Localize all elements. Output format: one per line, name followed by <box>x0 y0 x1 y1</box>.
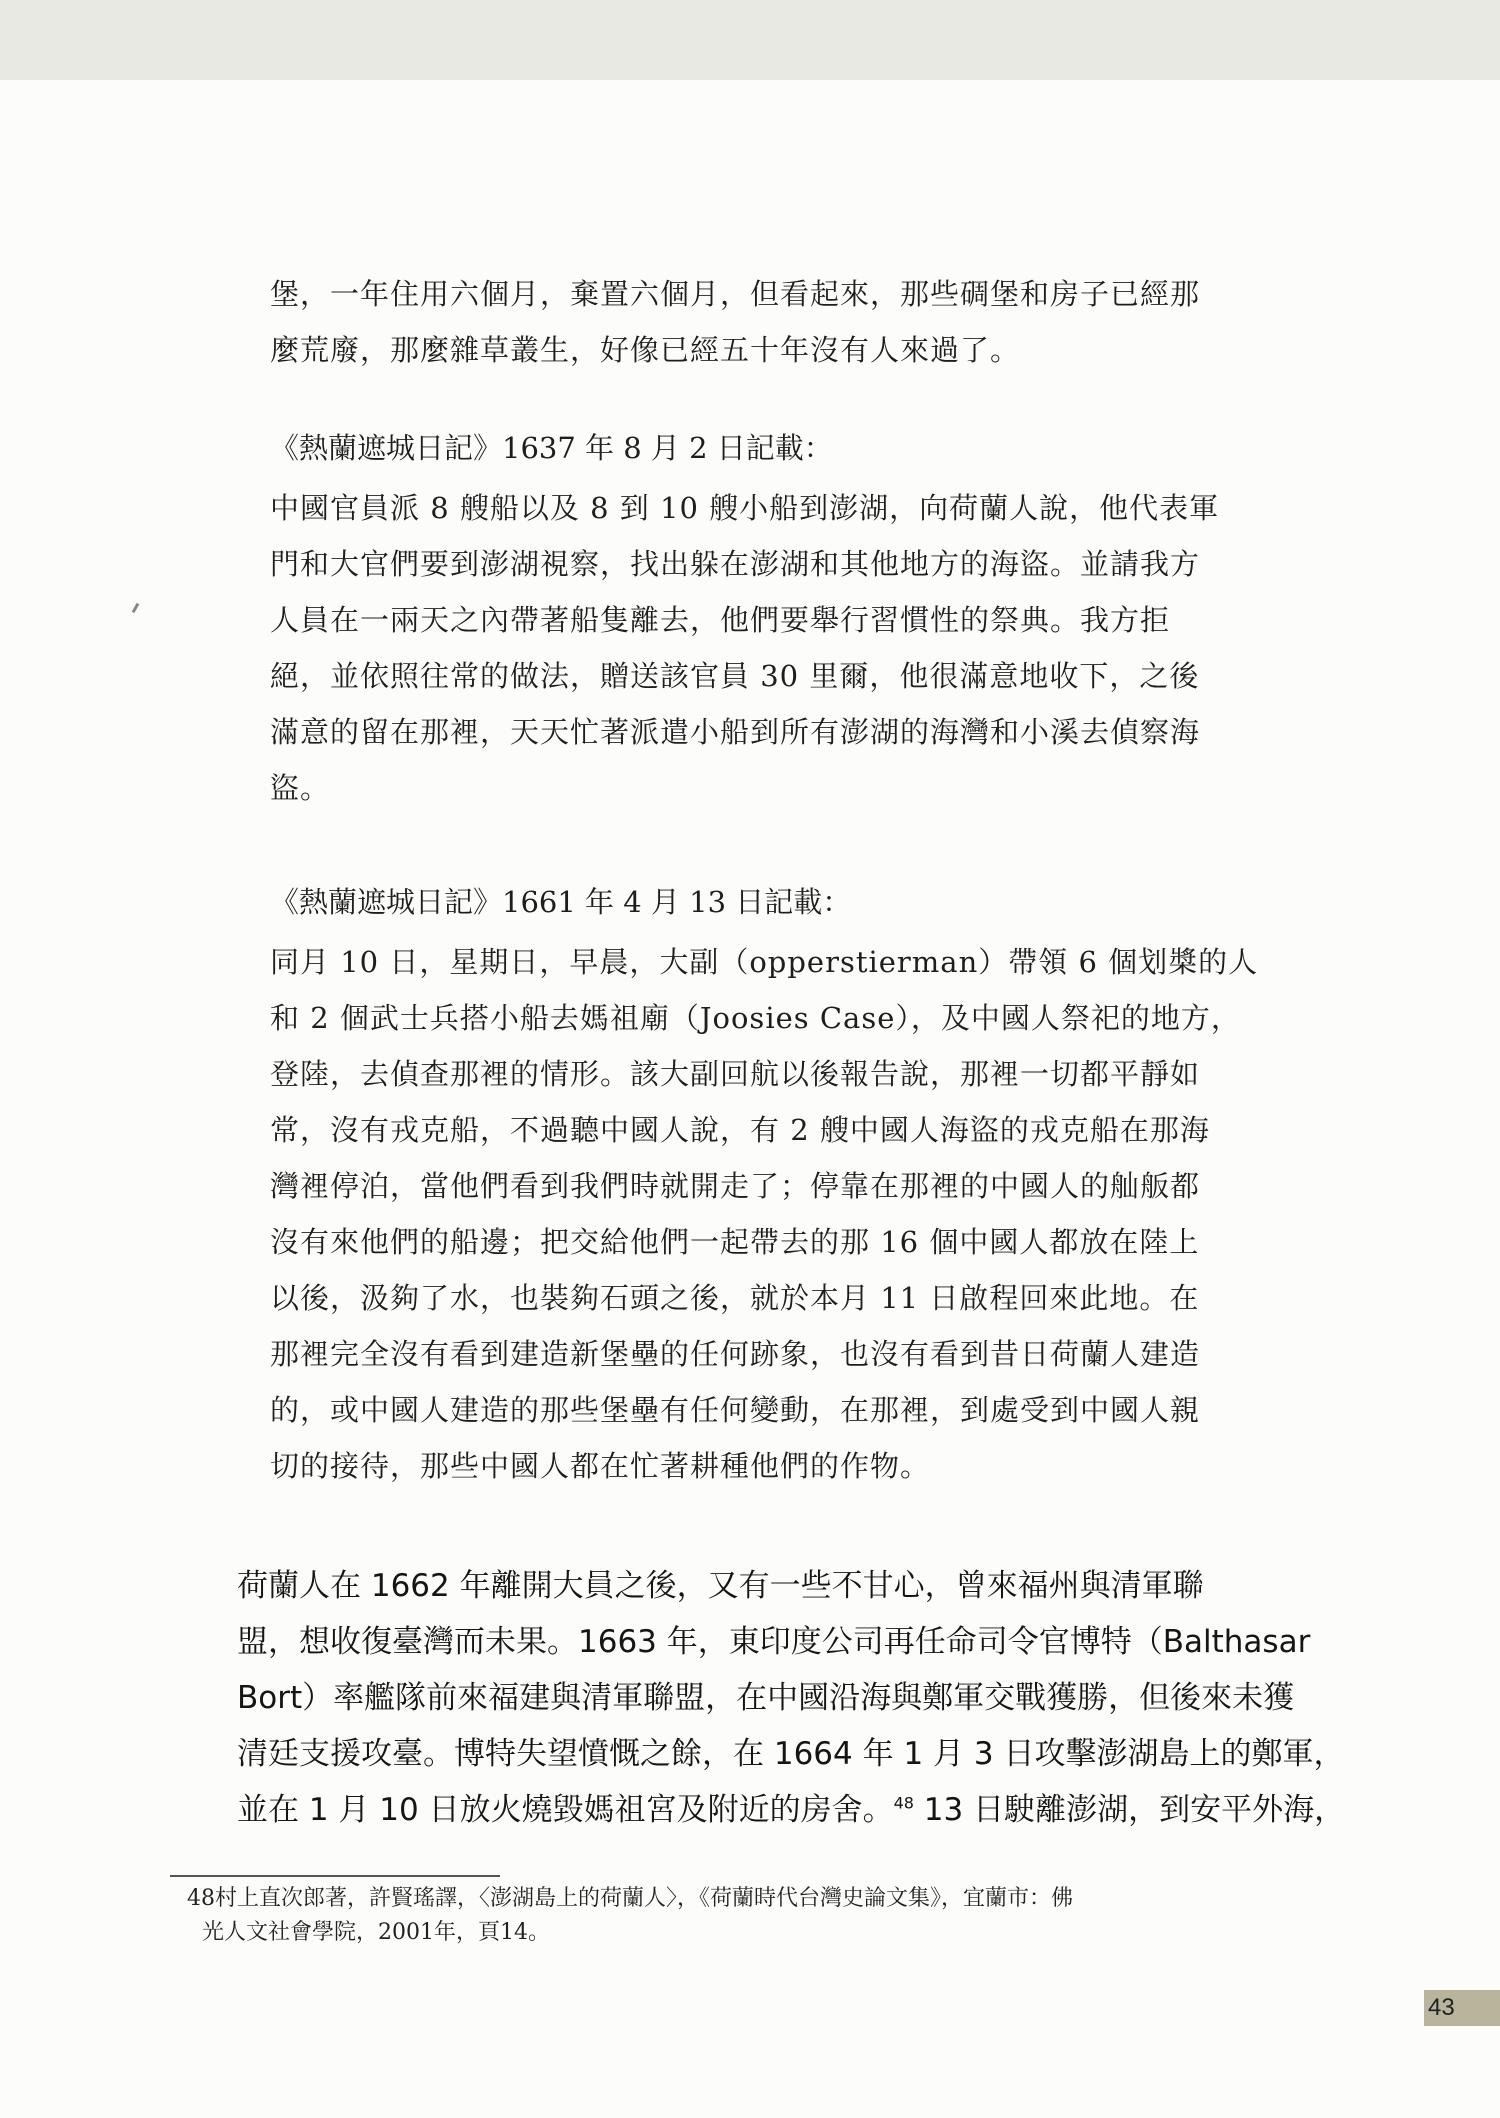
page-number: 43 <box>1428 1994 1455 2021</box>
paragraph-line: 清廷支援攻臺。博特失望憤慨之餘，在 1664 年 1 月 3 日攻擊澎湖島上的鄭軍， <box>237 1736 1345 1772</box>
quote-continuation <box>270 266 1290 378</box>
quote-line: 沒有來他們的船邊；把交給他們一起帶去的那 16 個中國人都放在陸上 <box>270 1225 1200 1259</box>
quote-line: 切的接待，那些中國人都在忙著耕種他們的作物。 <box>270 1449 931 1483</box>
quote-line: 門和大官們要到澎湖視察，找出躲在澎湖和其他地方的海盜。並請我方 <box>270 547 1201 581</box>
paragraph-line: 盟，想收復臺灣而未果。1663 年，東印度公司再任命司令官博特（Balthasar <box>237 1624 1311 1660</box>
entry-1661-caption: 《熱蘭遮城日記》1661 年 4 月 13 日記載： <box>270 885 852 919</box>
paragraph-line: 荷蘭人在 1662 年離開大員之後，又有一些不甘心，曾來福州與清軍聯 <box>237 1568 1204 1604</box>
quote-line: 盜。 <box>270 771 331 805</box>
paragraph-text: 13 日駛離澎湖，到安平外海， <box>913 1792 1346 1828</box>
quote-line: 人員在一兩天之內帶著船隻離去，他們要舉行習慣性的祭典。我方拒 <box>270 603 1171 637</box>
quote-line: 常，沒有戎克船，不過聽中國人說，有 2 艘中國人海盜的戎克船在那海 <box>270 1113 1210 1147</box>
footnote <box>187 1882 1297 1950</box>
quote-line: 同月 10 日，星期日，早晨，大副（opperstierman）帶領 6 個划槳的人 <box>270 945 1259 979</box>
quote-line: 灣裡停泊，當他們看到我們時就開走了；停靠在那裡的中國人的舢舨都 <box>270 1169 1201 1203</box>
quote-line: 和 2 個武士兵搭小船去媽祖廟（Joosies Case），及中國人祭祀的地方， <box>270 1001 1241 1035</box>
quote-line: 麼荒廢，那麼雜草叢生，好像已經五十年沒有人來過了。 <box>270 333 1021 367</box>
footnote-reference[interactable]: 48 <box>893 1793 914 1813</box>
quote-line: 以後，汲夠了水，也裝夠石頭之後，就於本月 11 日啟程回來此地。在 <box>270 1281 1200 1315</box>
quote-line: 那裡完全沒有看到建造新堡壘的任何跡象，也沒有看到昔日荷蘭人建造 <box>270 1337 1201 1371</box>
entry-1637-caption: 《熱蘭遮城日記》1637 年 8 月 2 日記載： <box>270 431 833 465</box>
footnote-divider <box>170 1875 500 1877</box>
paragraph-text: 並在 1 月 10 日放火燒毀媽祖宮及附近的房舍。 <box>237 1792 894 1828</box>
paragraph-line <box>237 1782 1346 1838</box>
quote-line: 滿意的留在那裡，天天忙著派遣小船到所有澎湖的海灣和小溪去偵察海 <box>270 715 1201 749</box>
paragraph-line: Bort）率艦隊前來福建與清軍聯盟，在中國沿海與鄭軍交戰獲勝，但後來未獲 <box>237 1680 1295 1716</box>
footnote-line: 48村上直次郎著，許賢瑤譯，〈澎湖島上的荷蘭人〉，《荷蘭時代台灣史論文集》，宜蘭市：佛 <box>187 1886 1073 1911</box>
quote-line: 絕，並依照往常的做法，贈送該官員 30 里爾，他很滿意地收下，之後 <box>270 659 1200 693</box>
quote-line: 的，或中國人建造的那些堡壘有任何變動，在那裡，到處受到中國人親 <box>270 1393 1201 1427</box>
main-paragraph <box>237 1558 1346 1838</box>
entry-1661-quote <box>270 934 1290 1494</box>
footnote-line: 光人文社會學院，2001年，頁14。 <box>202 1920 550 1945</box>
scan-top-band <box>0 0 1500 80</box>
quote-line: 堡，一年住用六個月，棄置六個月，但看起來，那些碉堡和房子已經那 <box>270 277 1201 311</box>
quote-line: 中國官員派 8 艘船以及 8 到 10 艘小船到澎湖，向荷蘭人說，他代表軍 <box>270 491 1220 525</box>
quote-line: 登陸，去偵查那裡的情形。該大副回航以後報告說，那裡一切都平靜如 <box>270 1057 1201 1091</box>
entry-1637-quote <box>270 480 1290 816</box>
